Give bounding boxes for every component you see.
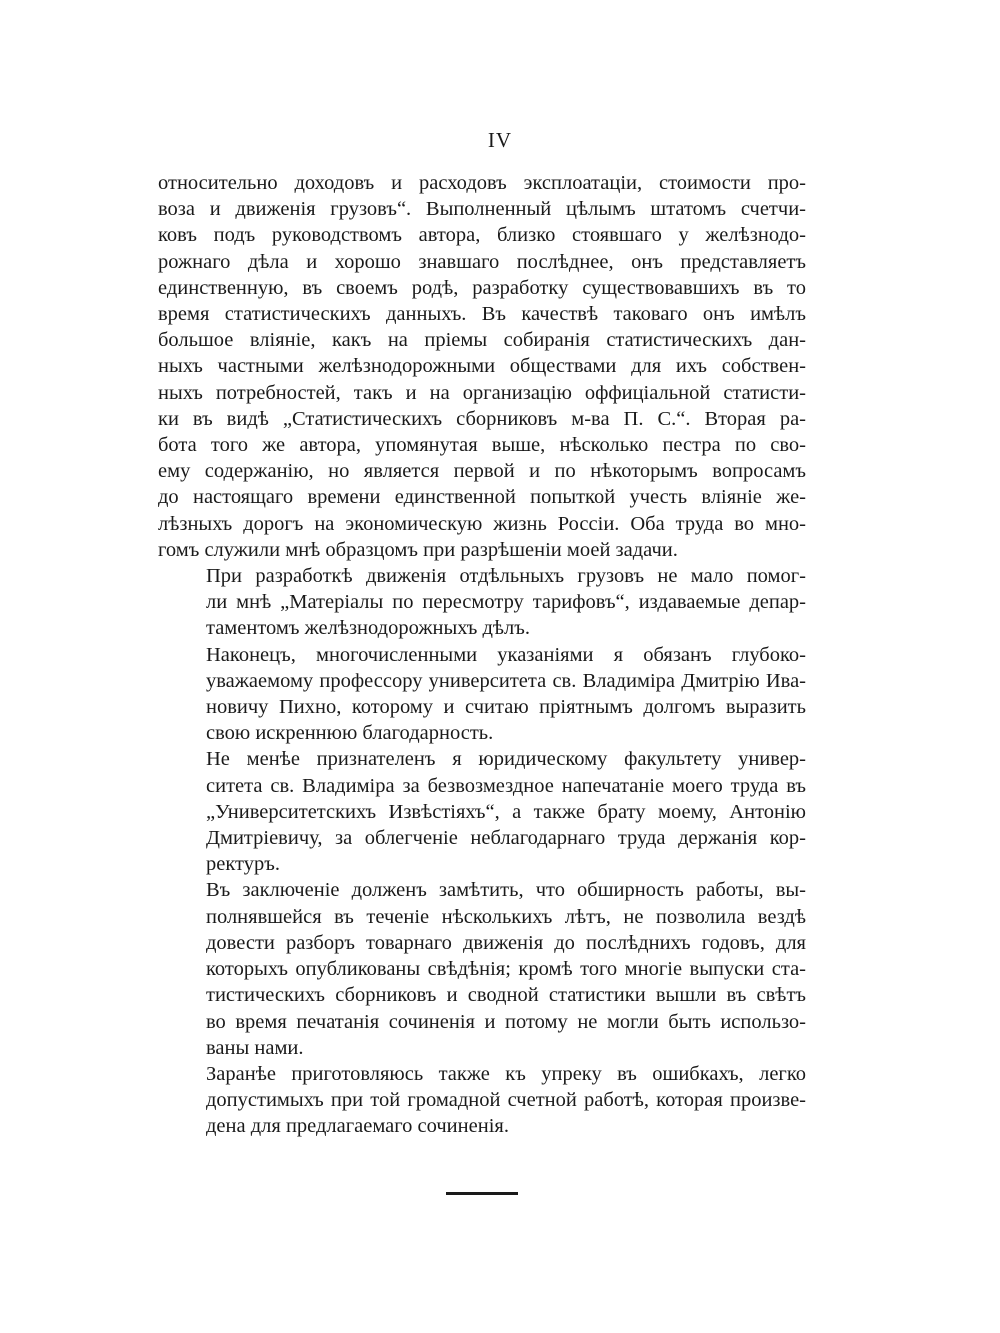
text-line: ситета св. Владиміра за безвозмездное напечатаніе моего труда въ bbox=[206, 774, 806, 797]
text-line: ему содержанію, но является первой и по нѣкоторымъ вопросамъ bbox=[158, 460, 806, 483]
page-number: IV bbox=[487, 128, 513, 152]
closing-rule bbox=[446, 1192, 518, 1195]
text-line: до настоящаго времени единственной попыткой учесть вліяніе же- bbox=[158, 486, 806, 509]
text-line: Въ заключеніе долженъ замѣтить, что обширность работы, вы- bbox=[206, 879, 806, 902]
text-line: ваны нами. bbox=[206, 1036, 304, 1059]
paragraph-6 bbox=[158, 1061, 806, 1140]
text-line: При разработкѣ движенія отдѣльныхъ грузовъ не мало помог- bbox=[206, 565, 806, 588]
text-line: ныхъ потребностей, такъ и на организацію оффиціальной статисти- bbox=[158, 381, 806, 404]
text-line: уважаемому профессору университета св. Владиміра Дмитрію Ива- bbox=[206, 669, 806, 692]
text-line: тистическихъ сборниковъ и сводной статистики вышли въ свѣтъ bbox=[206, 984, 806, 1007]
paragraph-2 bbox=[158, 563, 806, 642]
text-line: ныхъ частными желѣзнодорожными обществами для ихъ собствен- bbox=[158, 355, 806, 378]
text-line: рожнаго дѣла и хорошо знавшаго послѣднее, онъ представляетъ bbox=[158, 250, 806, 273]
text-line: свою искреннюю благодарность. bbox=[206, 722, 494, 745]
text-line: лѣзныхъ дорогъ на экономическую жизнь Россіи. Оба труда во мно- bbox=[158, 512, 806, 535]
paragraph-1 bbox=[158, 170, 806, 563]
text-line: время статистическихъ данныхъ. Въ качествѣ таковаго онъ имѣлъ bbox=[158, 303, 806, 326]
text-line: большое вліяніе, какъ на пріемы собиранія статистическихъ дан- bbox=[158, 329, 806, 352]
text-line: таментомъ желѣзнодорожныхъ дѣлъ. bbox=[206, 617, 530, 640]
text-line: бота того же автора, упомянутая выше, нѣсколько пестра по сво- bbox=[158, 434, 806, 457]
text-line: ки въ видѣ „Статистическихъ сборниковъ м-ва П. С.“. Вторая ра- bbox=[158, 407, 806, 430]
text-line: допустимыхъ при той громадной счетной работѣ, которая произве- bbox=[206, 1089, 806, 1112]
text-line: новичу Пихно, которому и считаю пріятнымъ долгомъ выразить bbox=[206, 696, 806, 719]
body-text bbox=[158, 170, 806, 1140]
text-line: Наконецъ, многочисленными указаніями я обязанъ глубоко- bbox=[206, 643, 806, 666]
text-line: ли мнѣ „Матеріалы по пересмотру тарифовъ“, издаваемые депар- bbox=[206, 591, 806, 614]
paragraph-4 bbox=[158, 746, 806, 877]
text-line: Заранѣе приготовляюсь также къ упреку въ ошибкахъ, легко bbox=[206, 1062, 806, 1085]
text-line: относительно доходовъ и расходовъ эксплоатаціи, стоимости про- bbox=[158, 172, 806, 194]
text-line: единственную, въ своемъ родѣ, разработку существовавшихъ въ то bbox=[158, 276, 806, 299]
text-line: ковъ подъ руководствомъ автора, близко стоявшаго у желѣзнодо- bbox=[158, 224, 806, 247]
text-line: дена для предлагаемаго сочиненія. bbox=[206, 1115, 509, 1138]
text-line: которыхъ опубликованы свѣдѣнія; кромѣ того многіе выпуски ста- bbox=[206, 958, 806, 981]
paragraph-3 bbox=[158, 642, 806, 747]
text-line: Дмитріевичу, за облегченіе неблагодарнаго труда держанія кор- bbox=[206, 827, 806, 850]
text-line: довести разборъ товарнаго движенія до послѣднихъ годовъ, для bbox=[206, 931, 806, 954]
text-line: „Университетскихъ Извѣстіяхъ“, а также брату моему, Антонію bbox=[206, 800, 806, 823]
text-line: Не менѣе признателенъ я юридическому факультету универ- bbox=[206, 748, 806, 771]
text-line: во время печатанія сочиненія и потому не могли быть использо- bbox=[206, 1010, 806, 1033]
text-line: воза и движенія грузовъ“. Выполненный цѣлымъ штатомъ счетчи- bbox=[158, 198, 806, 221]
text-line: полнявшейся въ теченіе нѣсколькихъ лѣтъ, не позволила вездѣ bbox=[206, 905, 806, 928]
paragraph-5 bbox=[158, 877, 806, 1060]
text-line: ректуръ. bbox=[206, 853, 280, 876]
text-line: гомъ служили мнѣ образцомъ при разрѣшеніи моей задачи. bbox=[158, 538, 678, 561]
